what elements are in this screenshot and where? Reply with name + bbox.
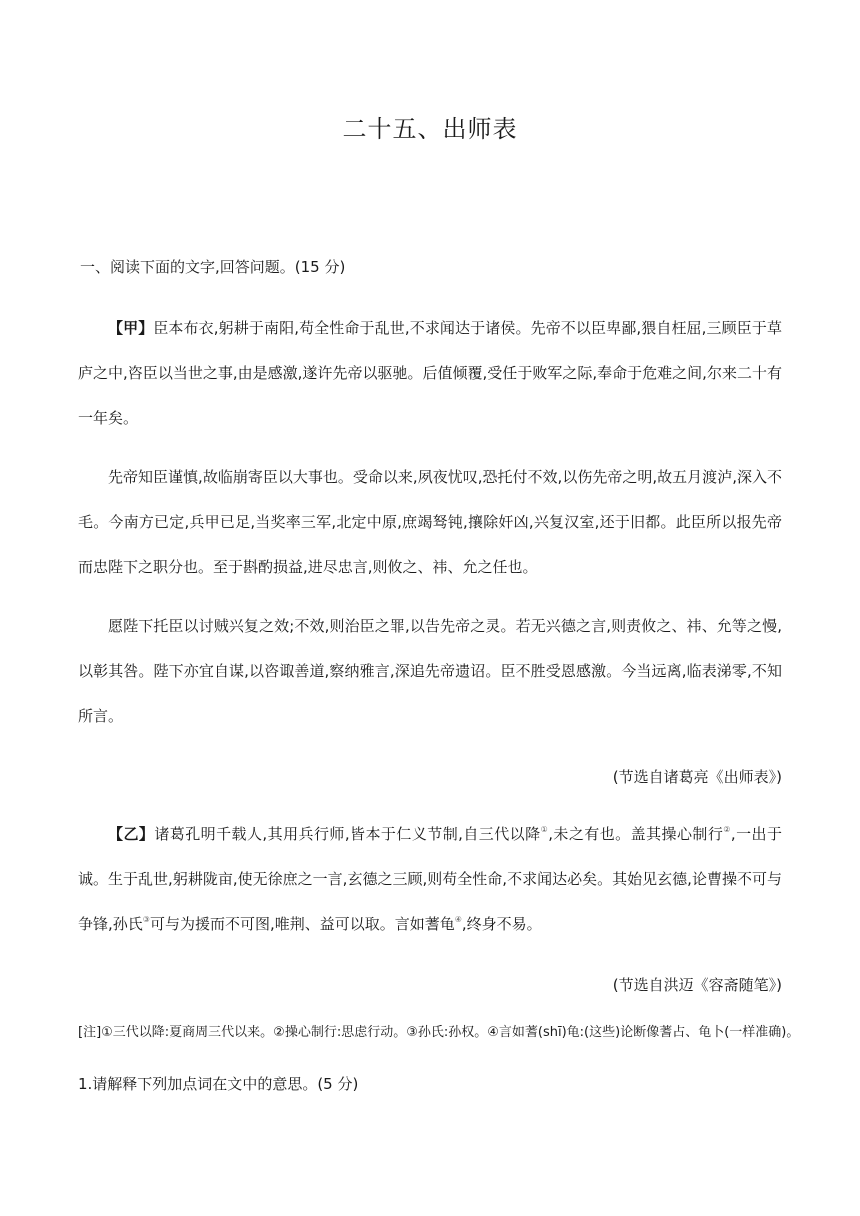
- passage-marker-jia: 【甲】: [108, 319, 154, 337]
- footnote-ref-2: ②: [723, 825, 731, 834]
- passage-yi-text-4: 可与为援而不可图,唯荆、益可以取。言如蓍龟: [149, 915, 455, 933]
- passage-jia-paragraph-3: 愿陛下托臣以讨贼兴复之效;不效,则治臣之罪,以告先帝之灵。若无兴德之言,则责攸之、祎、允等之慢,以彰其咎。陛下亦宜自谋,以咨诹善道,察纳雅言,深追先帝遗诏。臣不胜受恩感激。今当远离,临表涕零,不知所言。: [78, 617, 782, 725]
- passage-jia-paragraph-2: 先帝知臣谨慎,故临崩寄臣以大事也。受命以来,夙夜忧叹,恐托付不效,以伤先帝之明,故五月渡泸,深入不毛。今南方已定,兵甲已足,当奖率三军,北定中原,庶竭驽钝,攘除奸凶,兴复汉室,还于旧都。此臣所以报先帝而忠陛下之职分也。至于斟酌损益,进尽忠言,则攸之、祎、允之任也。: [78, 468, 782, 576]
- passage-yi-text-2: ,未之有也。盖其操心制行: [548, 825, 724, 843]
- footnote-ref-4: ④: [454, 915, 462, 924]
- passage-yi-source: (节选自洪迈《容斋随笔》): [612, 976, 782, 994]
- passage-yi-text-1: 诸葛孔明千载人,其用兵行师,皆本于仁义节制,自三代以降: [154, 825, 541, 843]
- question-1: 1.请解释下列加点词在文中的意思。(5 分): [78, 1075, 359, 1093]
- section-heading: 一、阅读下面的文字,回答问题。(15 分): [80, 258, 346, 276]
- passage-yi-text-5: ,终身不易。: [461, 915, 542, 933]
- passage-yi-text-3: ,一出于诚。生于乱世,躬耕陇亩,使无徐庶之一言,玄德之三顾,则苟全性命,不求闻达必矣。其始见玄德,论曹操不可与争锋,孙氏: [78, 825, 783, 933]
- passage-marker-yi: 【乙】: [108, 825, 155, 843]
- passage-jia-paragraph-1: [78, 306, 782, 441]
- footnote-ref-1: ①: [540, 825, 549, 834]
- passage-jia-source: (节选自诸葛亮《出师表》): [612, 768, 782, 786]
- footnote-ref-3: ③: [142, 915, 150, 924]
- passage-yi-paragraph: [78, 812, 782, 947]
- footnote-annotation: [注]①三代以降:夏商周三代以来。②操心制行:思虑行动。③孙氏:孙权。④言如蓍(shī)龟:(这些)论断像蓍占、龟卜(一样准确)。: [78, 1025, 800, 1040]
- passage-jia-text-1: 臣本布衣,躬耕于南阳,苟全性命于乱世,不求闻达于诸侯。先帝不以臣卑鄙,猥自枉屈,三顾臣于草庐之中,咨臣以当世之事,由是感激,遂许先帝以驱驰。后值倾覆,受任于败军之际,奉命于危难之间,尔来二十有一年矣。: [78, 319, 782, 427]
- page-title: 二十五、出师表: [342, 115, 518, 143]
